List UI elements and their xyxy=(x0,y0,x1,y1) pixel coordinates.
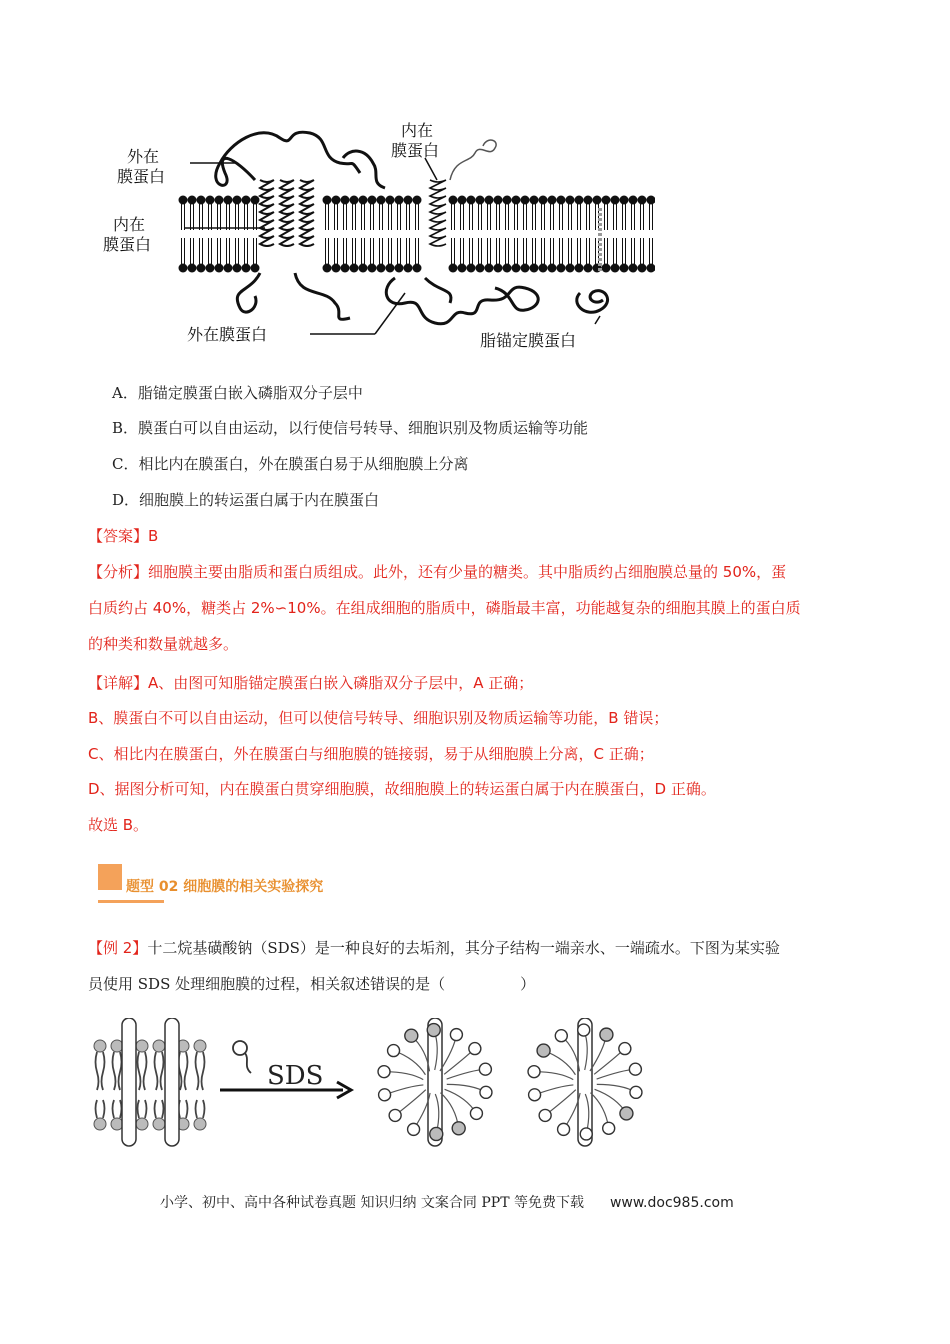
label-integral-left-2: 膜蛋白 xyxy=(103,235,152,254)
footer xyxy=(160,1192,734,1212)
section-marker-icon xyxy=(98,864,122,890)
membrane-protein-diagram xyxy=(95,118,655,358)
footer-site-link[interactable]: www.doc985.com xyxy=(609,1195,734,1211)
option-c: C．相比内在膜蛋白，外在膜蛋白易于从细胞膜上分离 xyxy=(112,455,469,473)
label-peripheral-top-2: 膜蛋白 xyxy=(117,167,166,186)
detail-line-2: B、膜蛋白不可以自由运动，但可以使信号转导、细胞识别及物质运输等功能，B 错误； xyxy=(88,709,669,727)
label-lipid-anchored: 脂锚定膜蛋白 xyxy=(480,331,577,350)
option-a: A．脂锚定膜蛋白嵌入磷脂双分子层中 xyxy=(112,384,363,402)
analysis-line-2: 白质约占 40%，糖类占 2%∽10%。在组成细胞的脂质中，磷脂最丰富，功能越复杂的细胞其膜上的蛋白质 xyxy=(88,599,801,617)
answer: 【答案】B xyxy=(88,527,159,545)
example2-tag: 【例 2】 xyxy=(88,939,148,957)
section-title: 题型 02 细胞膜的相关实验探究 xyxy=(126,879,324,895)
label-peripheral-top-1: 外在 xyxy=(127,147,160,166)
detail-line-5: 故选 B。 xyxy=(88,816,149,834)
phospholipid-bilayer xyxy=(179,196,656,273)
example2-line-1 xyxy=(88,938,780,958)
footer-text: 小学、初中、高中各种试卷真题 知识归纳 文案合同 PPT 等免费下载 xyxy=(160,1195,584,1211)
sds-micelle xyxy=(378,1018,492,1146)
label-integral-left-1: 内在 xyxy=(113,215,146,234)
detail-line-3: C、相比内在膜蛋白，外在膜蛋白与细胞膜的链接弱，易于从细胞膜上分离，C 正确； xyxy=(88,745,654,763)
detail-line-4: D、据图分析可知，内在膜蛋白贯穿细胞膜，故细胞膜上的转运蛋白属于内在膜蛋白，D 正确。 xyxy=(88,780,716,798)
section-header xyxy=(98,864,368,904)
section-underline xyxy=(98,900,164,903)
example2-line-2: 员使用 SDS 处理细胞膜的过程，相关叙述错误的是（ ） xyxy=(88,975,536,993)
label-peripheral-bottom: 外在膜蛋白 xyxy=(187,325,268,344)
label-integral-top-1: 内在 xyxy=(401,121,434,140)
sds-process-diagram xyxy=(85,1018,665,1168)
label-integral-top-2: 膜蛋白 xyxy=(391,141,440,160)
example2-text-1: 十二烷基磺酸钠（SDS）是一种良好的去垢剂，其分子结构一端亲水、一端疏水。下图为某实验 xyxy=(147,939,780,957)
option-d: D．细胞膜上的转运蛋白属于内在膜蛋白 xyxy=(112,491,380,509)
analysis-line-1: 【分析】细胞膜主要由脂质和蛋白质组成。此外，还有少量的糖类。其中脂质约占细胞膜总量的 50%，蛋 xyxy=(88,563,787,581)
sds-micelle xyxy=(528,1018,642,1146)
analysis-line-3: 的种类和数量就越多。 xyxy=(88,635,239,653)
sds-molecule-icon xyxy=(233,1041,251,1073)
sds-label: SDS xyxy=(267,1061,324,1091)
detail-line-1: 【详解】A、由图可知脂锚定膜蛋白嵌入磷脂双分子层中，A 正确； xyxy=(88,674,534,692)
option-b: B．膜蛋白可以自由运动，以行使信号转导、细胞识别及物质运输等功能 xyxy=(112,419,589,437)
protein-chains xyxy=(216,132,608,324)
membrane-segment xyxy=(94,1018,206,1146)
